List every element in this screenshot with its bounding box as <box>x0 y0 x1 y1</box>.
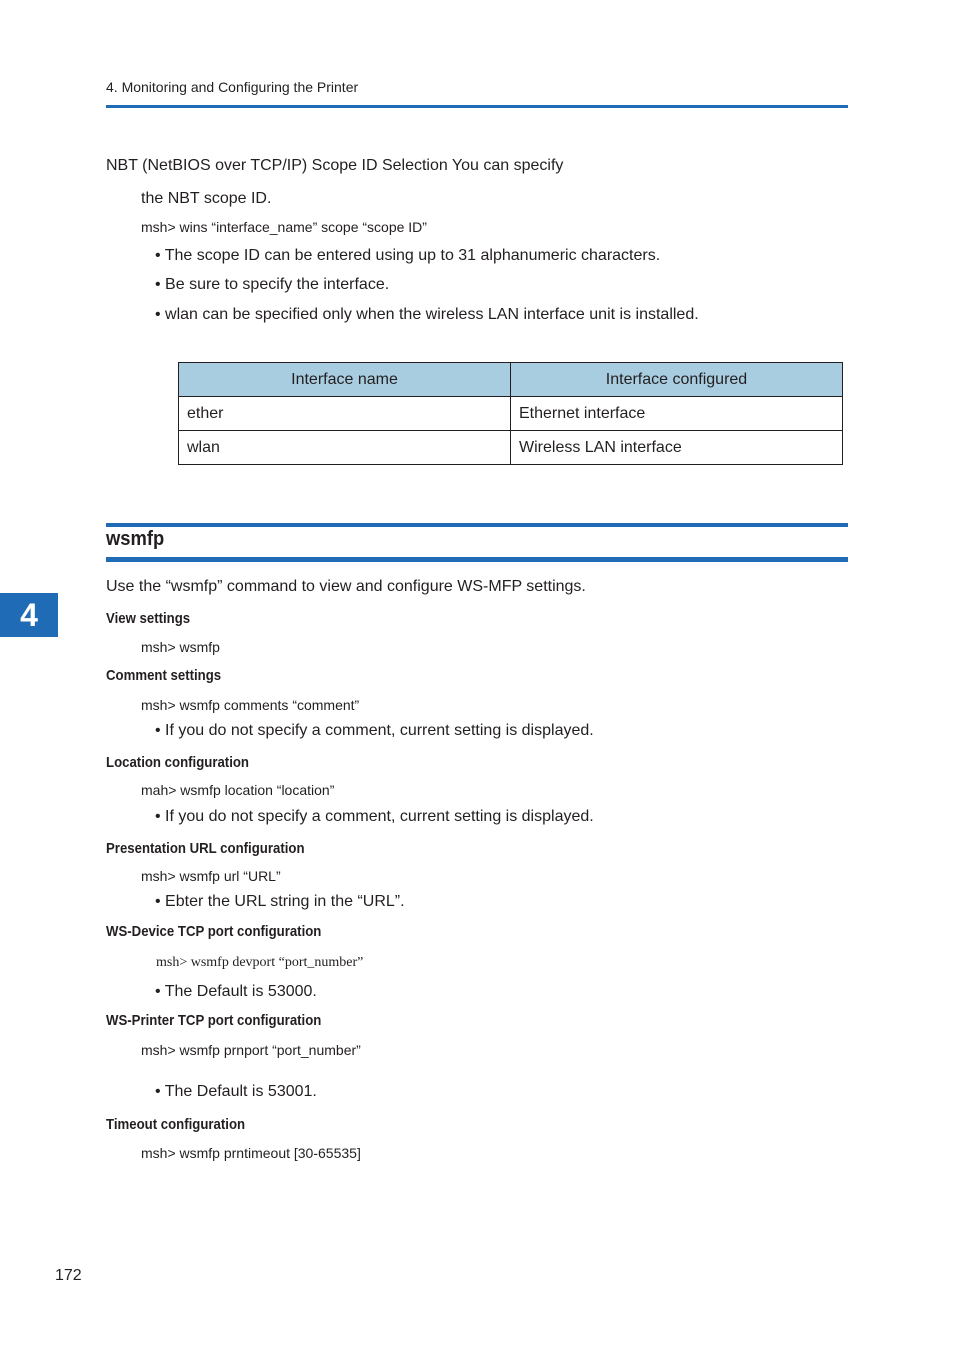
table-row <box>179 431 843 465</box>
table-cell: Wireless LAN interface <box>511 431 843 465</box>
table-cell: Ethernet interface <box>511 397 843 431</box>
section-bottom-rule <box>106 557 848 562</box>
subheading: WS-Device TCP port configuration <box>106 923 322 940</box>
section-intro: Use the “wsmfp” command to view and configure WS-MFP settings. <box>106 578 586 595</box>
bullet-note: • Ebter the URL string in the “URL”. <box>155 893 405 910</box>
subheading: WS-Printer TCP port configuration <box>106 1012 322 1029</box>
nbt-bullet: • Be sure to specify the interface. <box>155 276 390 293</box>
command-line: msh> wsmfp comments “comment” <box>141 697 360 713</box>
nbt-intro-line1: NBT (NetBIOS over TCP/IP) Scope ID Selection You can specify <box>106 157 564 174</box>
table-header-cell: Interface name <box>179 363 511 397</box>
nbt-bullet: • wlan can be specified only when the wireless LAN interface unit is installed. <box>155 306 699 323</box>
table-header-cell: Interface configured <box>511 363 843 397</box>
interface-table <box>178 362 843 465</box>
table-cell: wlan <box>179 431 511 465</box>
section-top-rule <box>106 523 848 527</box>
bullet-note: • The Default is 53001. <box>155 1083 317 1100</box>
nbt-bullet: • The scope ID can be entered using up to 31 alphanumeric characters. <box>155 247 661 264</box>
command-line: msh> wsmfp prnport “port_number” <box>141 1042 361 1058</box>
subheading: Location configuration <box>106 754 249 771</box>
section-title: wsmfp <box>106 528 165 550</box>
nbt-intro-line2: the NBT scope ID. <box>141 190 272 207</box>
nbt-command: msh> wins “interface_name” scope “scope ID” <box>141 219 427 235</box>
subheading: Comment settings <box>106 667 222 684</box>
command-line: mah> wsmfp location “location” <box>141 782 335 798</box>
chapter-tab: 4 <box>0 593 58 637</box>
bullet-note: • If you do not specify a comment, current setting is displayed. <box>155 722 594 739</box>
command-line: msh> wsmfp prntimeout [30-65535] <box>141 1145 361 1161</box>
header-rule <box>106 105 848 108</box>
table-header-row <box>179 363 843 397</box>
bullet-note: • The Default is 53000. <box>155 983 317 1000</box>
command-line: msh> wsmfp <box>141 639 220 655</box>
subheading: View settings <box>106 610 191 627</box>
page-number: 172 <box>55 1267 82 1284</box>
command-line: msh> wsmfp devport “port_number” <box>156 955 364 970</box>
subheading: Timeout configuration <box>106 1116 246 1133</box>
command-line: msh> wsmfp url “URL” <box>141 868 281 884</box>
table-cell: ether <box>179 397 511 431</box>
bullet-note: • If you do not specify a comment, current setting is displayed. <box>155 808 594 825</box>
running-header: 4. Monitoring and Configuring the Printer <box>106 79 359 95</box>
subheading: Presentation URL configuration <box>106 840 305 857</box>
table-row <box>179 397 843 431</box>
